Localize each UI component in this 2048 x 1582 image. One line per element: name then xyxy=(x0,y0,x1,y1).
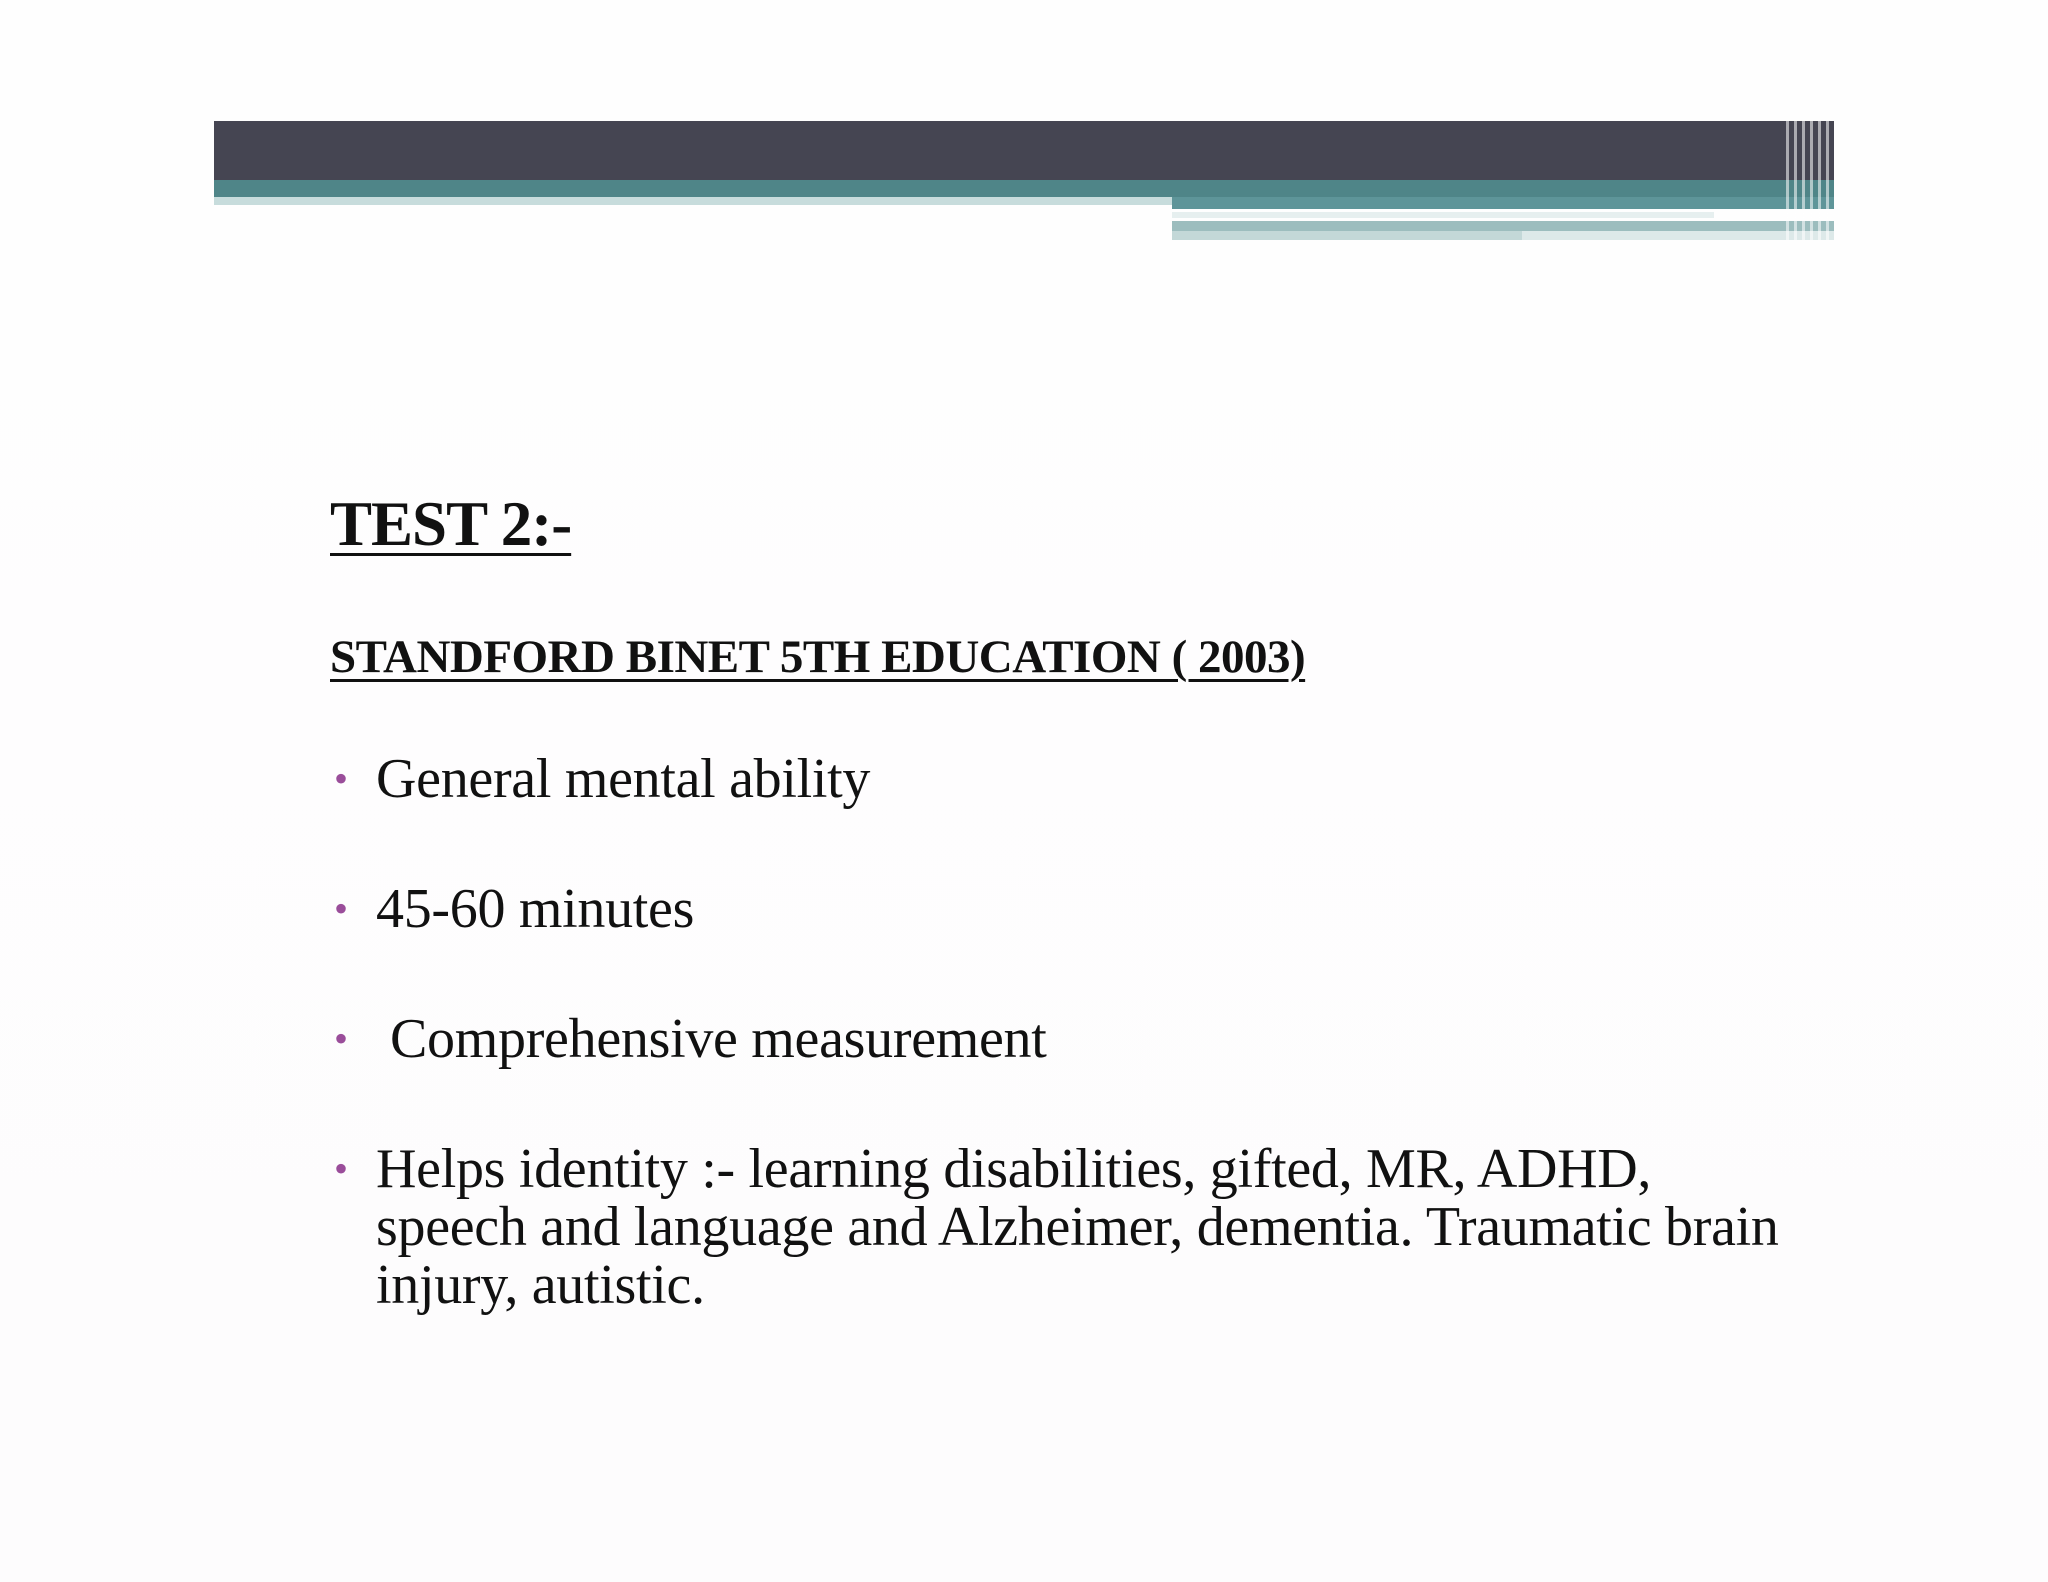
bullet-text: General mental ability xyxy=(376,748,871,810)
bullet-text: Comprehensive measurement xyxy=(390,1008,1047,1070)
slide-subtitle: STANDFORD BINET 5TH EDUCATION ( 2003) xyxy=(330,631,1306,683)
bullet-item xyxy=(330,1010,1800,1068)
header-accent-band xyxy=(214,180,1834,197)
bullet-item xyxy=(330,1140,1800,1314)
bullet-icon: • xyxy=(334,886,348,931)
header-accent-light xyxy=(214,197,1172,205)
bullet-text: 45-60 minutes xyxy=(376,878,695,940)
bullet-item xyxy=(330,880,1800,938)
bullet-icon: • xyxy=(334,1016,348,1061)
bullet-item xyxy=(330,750,1800,808)
bullet-icon: • xyxy=(334,1146,348,1191)
header-accent-right xyxy=(1172,197,1834,209)
bullet-list xyxy=(330,750,1800,1386)
header-accent-tail xyxy=(1172,231,1522,240)
header-accent-line xyxy=(1172,212,1714,218)
bullet-text: Helps identity :- learning disabilities, gifted, MR, ADHD, speech and language and Alzheimer, dementia. Traumatic brain injury, autistic. xyxy=(376,1138,1779,1316)
bullet-icon: • xyxy=(334,756,348,801)
header-stripes xyxy=(1786,121,1834,240)
slide-title: TEST 2:- xyxy=(330,489,572,559)
header-bar xyxy=(214,121,1834,180)
header-accent-right-lower xyxy=(1172,221,1834,231)
